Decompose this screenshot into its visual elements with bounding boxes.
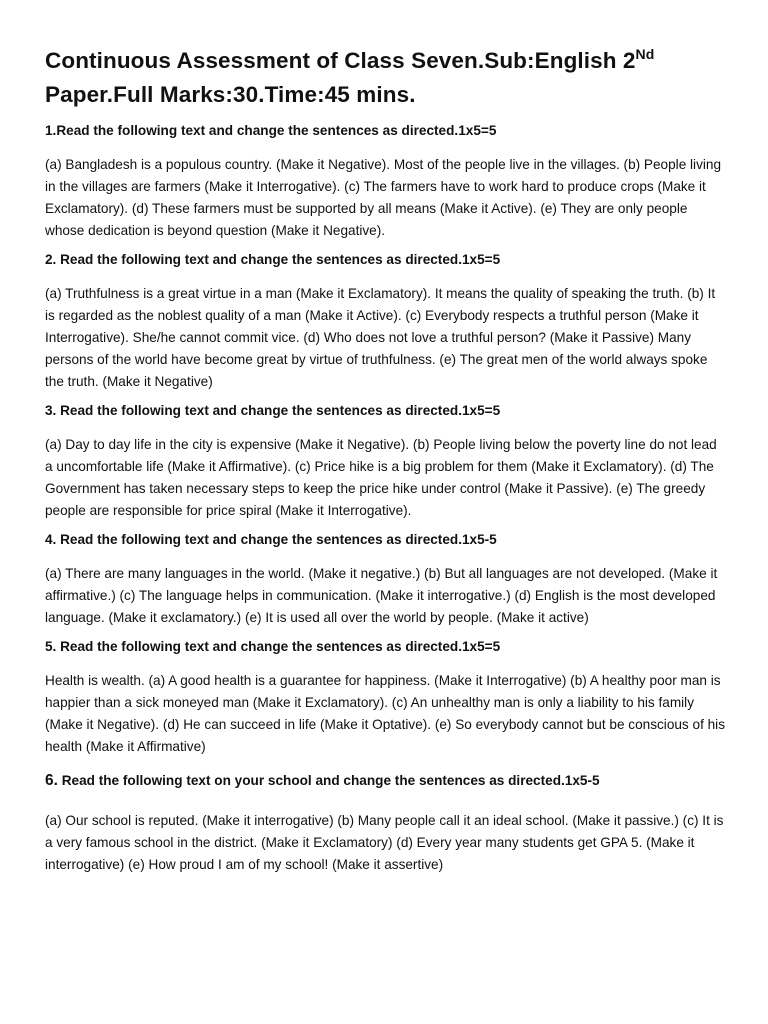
- question-heading: 1.Read the following text and change the sentences as directed.1x5=5: [45, 123, 497, 138]
- title-line2: Paper.Full Marks:30.Time:45 mins.: [45, 82, 416, 107]
- question-3: [45, 402, 728, 522]
- title-main: Continuous Assessment of Class Seven.Sub:English 2: [45, 48, 636, 73]
- question-1: [45, 122, 728, 242]
- question-text: (a) Truthfulness is a great virtue in a man (Make it Exclamatory). It means the quality of speaking the truth. (b) It is regarded as the noblest quality of a man (Make it Active). (c) Everybody respects a truthful person (Make it Interrogative). She/he cannot commit vice. (d) Who does not love a truthful person? (Make it Passive) Many persons of the world have become great by virtue of truthfulness. (e) The great men of the world always spoke the truth. (Make it Negative): [45, 286, 716, 389]
- question-5: [45, 638, 728, 758]
- title-superscript: Nd: [635, 46, 655, 62]
- question-text: (a) There are many languages in the world. (Make it negative.) (b) But all languages are not developed. (Make it affirmative.) (c) The language helps in communication. (Make it interrogative.) (d) English is the most developed language. (Make it exclamatory.) (e) It is used all over the world by people. (Make it active): [45, 566, 718, 625]
- question-heading: 3. Read the following text and change the sentences as directed.1x5=5: [45, 403, 501, 418]
- question-text: (a) Bangladesh is a populous country. (Make it Negative). Most of the people live in the villages. (b) People living in the villages are farmers (Make it Interrogative). (c) The farmers have to work hard to produce crops (Make it Exclamatory). (d) These farmers must be supported by all means (Make it Active). (e) They are only people whose dedication is beyond question (Make it Negative).: [45, 157, 722, 238]
- question-heading-text: Read the following text on your school and change the sentences as directed.1x5-5: [57, 773, 600, 788]
- question-text: (a) Day to day life in the city is expensive (Make it Negative). (b) People living below the poverty line do not lead a uncomfortable life (Make it Affirmative). (c) Price hike is a big problem for them (Make it Exclamatory). (d) The Government has taken necessary steps to keep the price hike under control (Make it Passive). (e) The greedy people are responsible for price spiral (Make it Interrogative).: [45, 437, 717, 518]
- question-2: [45, 251, 728, 393]
- question-number: 6.: [45, 772, 58, 789]
- question-6: [45, 772, 728, 876]
- question-heading: 4. Read the following text and change the sentences as directed.1x5-5: [45, 532, 497, 547]
- question-text: (a) Our school is reputed. (Make it interrogative) (b) Many people call it an ideal school. (Make it passive.) (c) It is a very famous school in the district. (Make it Exclamatory) (d) Every year many students get GPA 5. (Make it interrogative) (e) How proud I am of my school! (Make it assertive): [45, 813, 724, 872]
- question-heading: [45, 772, 728, 790]
- question-4: [45, 531, 728, 629]
- question-text: Health is wealth. (a) A good health is a guarantee for happiness. (Make it Interrogative) (b) A healthy poor man is happier than a sick moneyed man (Make it Exclamatory). (c) An unhealthy man is only a liability to his family (Make it Negative). (d) He can succeed in life (Make it Optative). (e) So everybody cannot but be conscious of his health (Make it Affirmative): [45, 673, 725, 754]
- question-heading: 2. Read the following text and change the sentences as directed.1x5=5: [45, 252, 501, 267]
- question-heading: 5. Read the following text and change the sentences as directed.1x5=5: [45, 639, 501, 654]
- page-title: [45, 44, 728, 112]
